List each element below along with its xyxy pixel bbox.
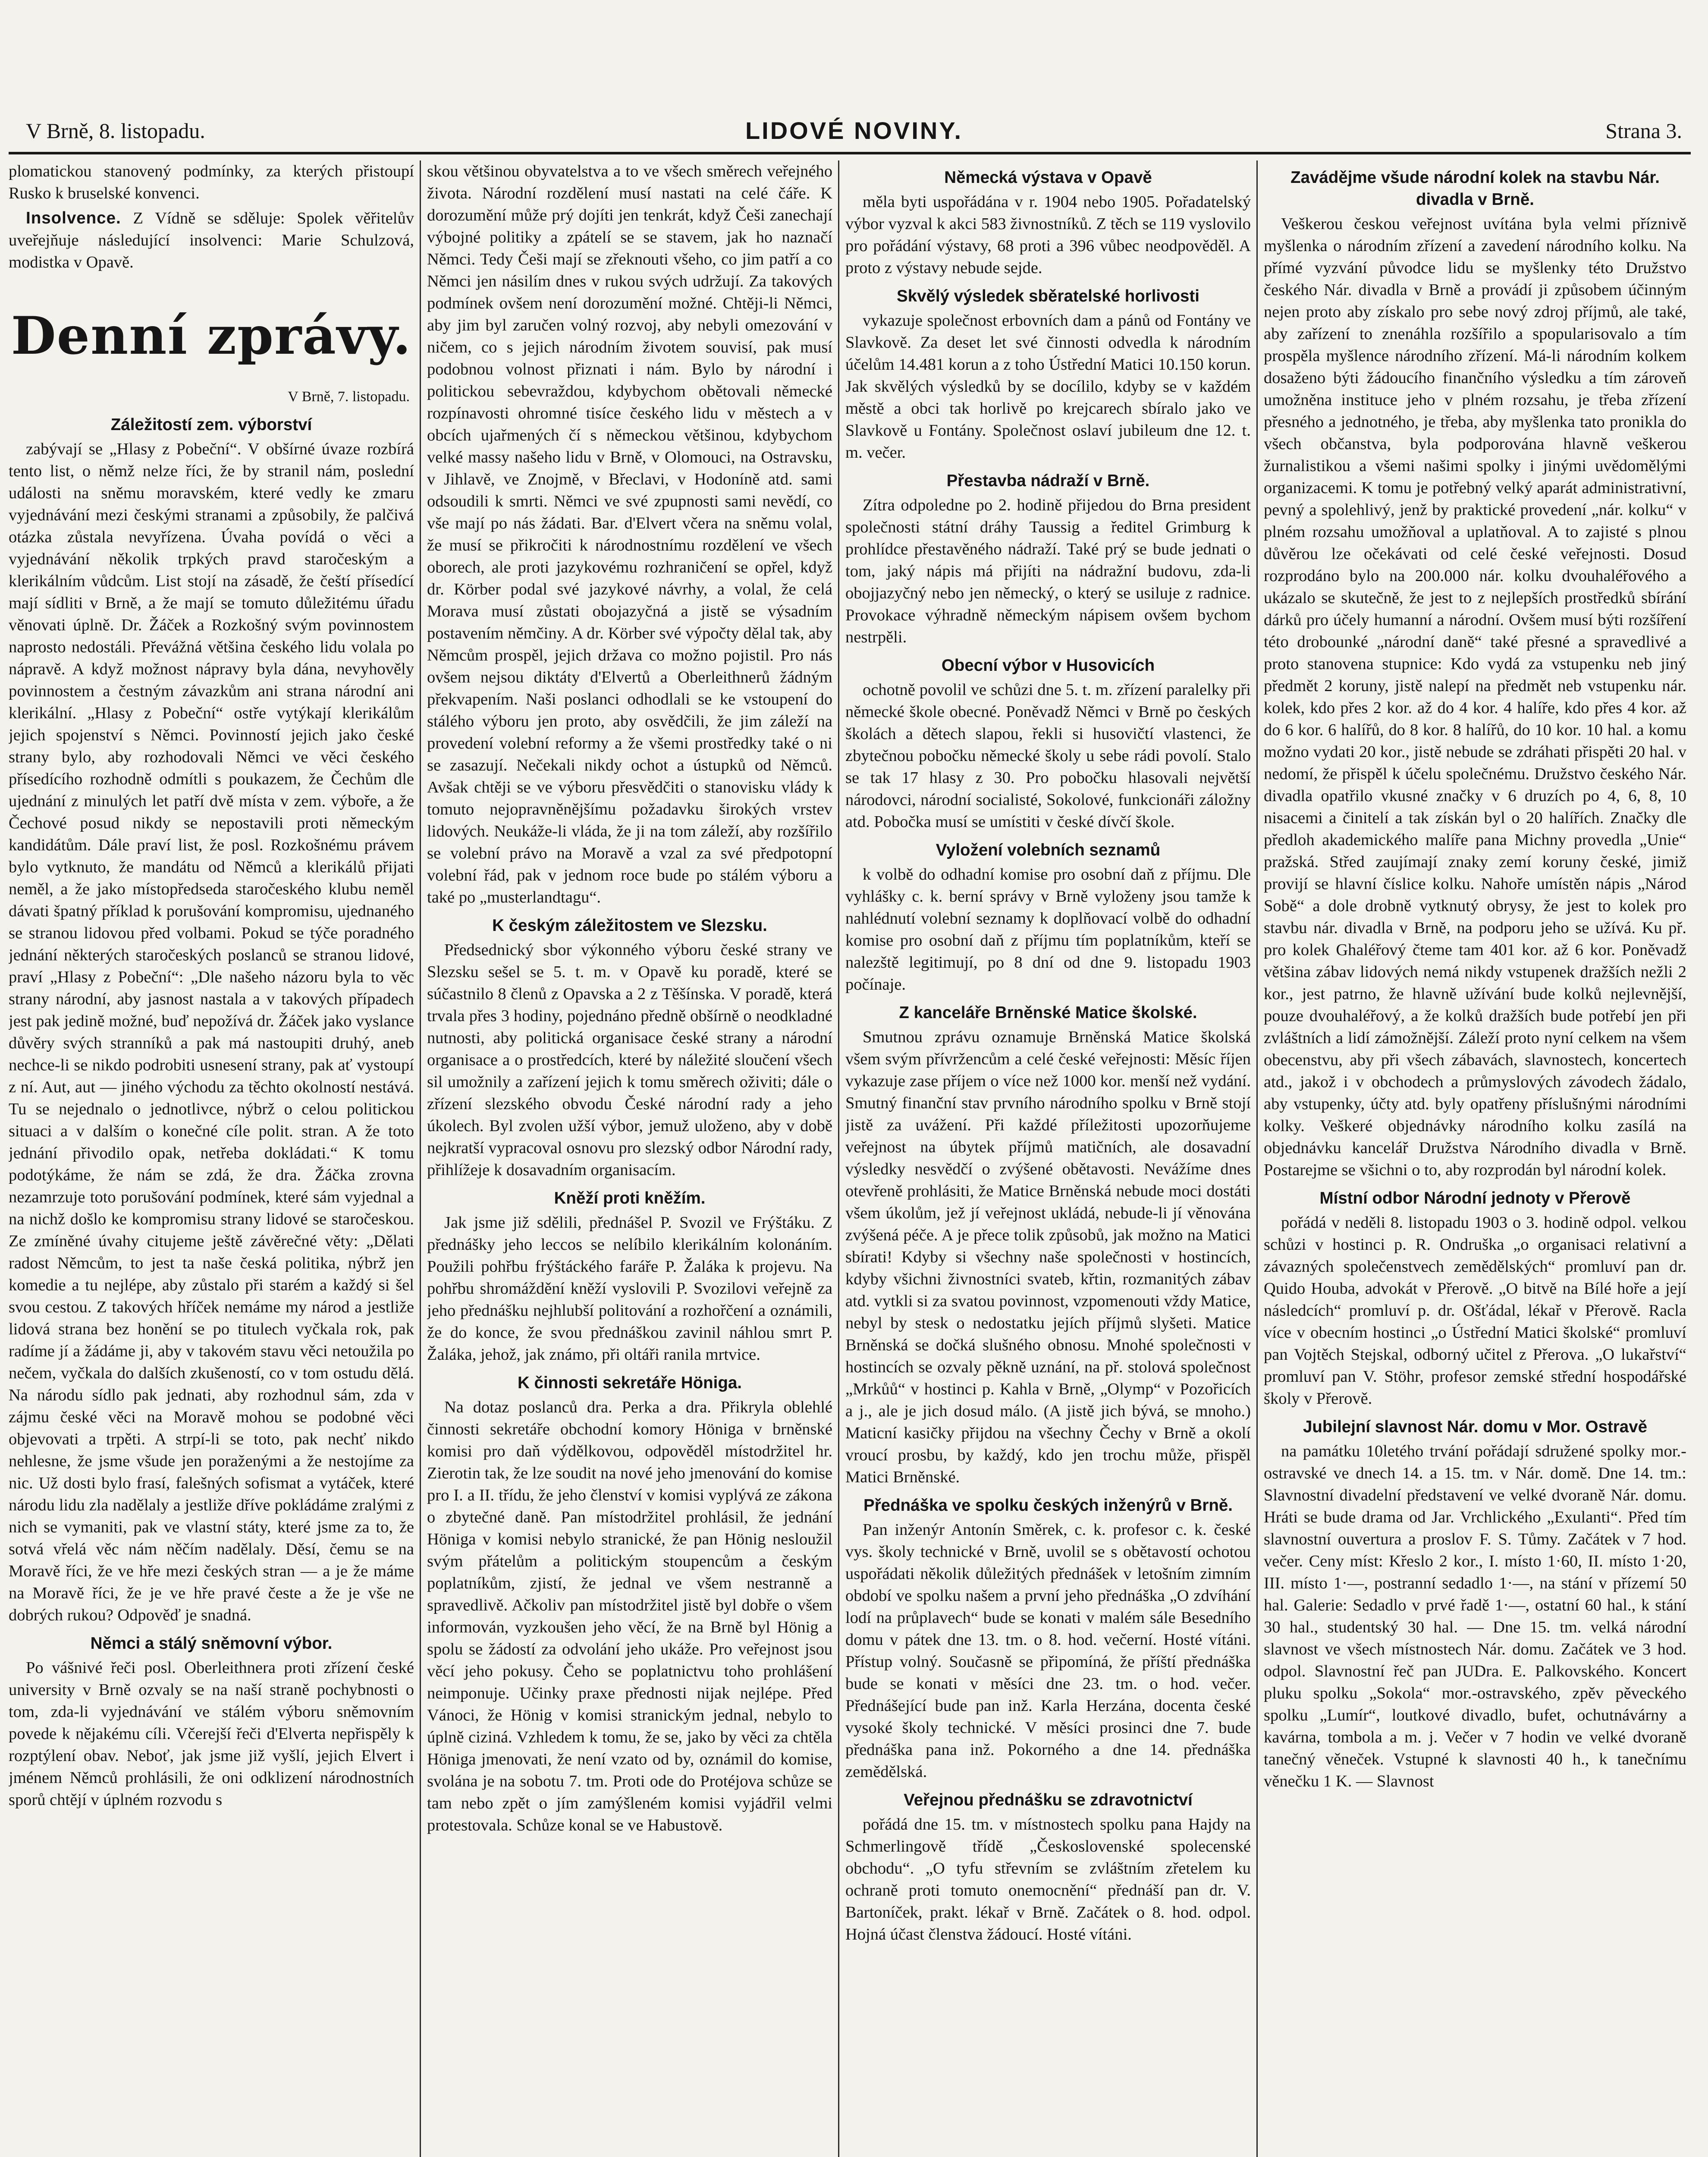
article-text: Pan inženýr Antonín Směrek, c. k. profesor c. k. české vys. školy technické v Brně, uvolil se s obětavostí ochotou uspořádati několik důležitých přednášek v letošním zimním období ve spolku našem a první jeho přednáška „O zdvíhání lodí na průplavech“ bude se konati v malém sále Besedního domu v pátek dne 13. tm. o 8. hod. večerní. Hosté vítáni. Přístup volný. Současně se připomíná, že příští přednáška bude se konati v měsíci dne 23. tm. o hod. večer. Přednášející bude pan inž. Karla Herzána, docenta české vysoké školy technické. V měsíci prosinci dne 7. bude přednáška pana inž. Pokorného a dne 14. přednáška zemědělská. [845,1521,1251,1781]
article-heading: Místní odbor Národní jednoty v Přerově [1319,1189,1631,1207]
article-heading: Německá výstava v Opavě [944,168,1152,187]
column-divider [420,160,421,2157]
article-text: ochotně povolil ve schůzi dne 5. t. m. zřízení paralelky při německé škole obecné. Poněvadž Němci v Brně po českých školách a dětech slapou, řekli si husovičtí vlastenci, že zbytečnou pobočku německé školy u sebe rádi povolí. Stalo se tak 17 hlasy z 30. Pro pobočku hlasovali největší národovci, národní socialisté, Sokolové, funkcionáři záložny atd. Pobočka musí se umístiti v české dívčí škole. [845,681,1251,831]
article-heading: Zavádějme všude národní kolek na stavbu Nár. divadla v Brně. [1290,168,1660,209]
article-heading: Kněží proti kněžím. [554,1189,706,1207]
article-heading: Veřejnou přednášku se zdravotnictví [904,1791,1193,1809]
article-heading: Insolvence. [26,209,121,227]
masthead-title: LIDOVÉ NOVINY. [745,117,963,144]
column-3 [845,160,1251,2157]
article-heading: Němci a stálý sněmovní výbor. [90,1634,333,1653]
article-heading: Jubilejní slavnost Nár. domu v Mor. Ostravě [1303,1418,1648,1436]
article-heading: Vyložení volebních seznamů [936,841,1161,859]
column-divider [1256,160,1258,2157]
dateline: V Brně, 7. listopadu. [288,389,410,405]
header-date: V Brně, 8. listopadu. [26,119,205,143]
article-heading: K českým záležitostem ve Slezsku. [492,916,767,935]
article-text: měla byti uspořádána v r. 1904 nebo 1905. Pořadatelský výbor vyzval k akci 583 živnostníků. Z těch se 119 vyslovilo pro pořádání výstavy, 68 proti a 396 vůbec neodpověděl. A proto z výstavy nebude sejde. [845,193,1251,277]
article-text: pořádá v neděli 8. listopadu 1903 o 3. hodině odpol. velkou schůzi v hostinci p. R. Ondruška „o organisaci relativní a závazných společenstvech zemědělských“ promluví pan dr. Quido Houba, advokát v Přerově. „O bitvě na Bílé hoře a její následcích“ promluví p. dr. Ošťádal, lékař v Přerově. Racla více v obecním hostinci „o Ústřední Matici školské“ promluví pan Vojtěch Stejskal, odborný učitel z Přerova. „O lukařství“ promluví pan V. Stöhr, profesor zemské střední hospodářské školy v Přerově. [1264,1214,1686,1408]
article-heading: K činnosti sekretáře Höniga. [518,1374,742,1392]
article-text: k volbě do odhadní komise pro osobní daň z příjmu. Dle vyhlášky c. k. berní správy v Brně vyloženy jsou tamže k nahlédnutí volební seznamy k doplňovací volbě do odhadní komise pro osobní daň z příjmu tím poplatníkům, kteří se nalezště legitimují, po 8 dní od dne 9. listopadu 1903 počínaje. [845,865,1251,994]
article-text: Na dotaz poslanců dra. Perka a dra. Přikryla oblehlé činnosti sekretáře obchodní komory Höniga v brněnské komisi pro daň výdělkovou, odpověděl místodržitel hr. Zierotin tak, že lze soudit na nové jeho jmenování do komise pro I. a II. třídu, že jeho členství v komisi vyplývá ze zákona o zbytečné daně. Pan místodržitel prohlásil, že jednání Höniga v komisi nebylo stranické, že pan Hönig nesloužil svým přátelům a politickým stoupencům a českým poplatníkům, zjistí, že jednal ve všem nestranně a spravedlivě. Ačkoliv pan místodržitel jistě byl dobře o všem informován, vyzkoušen jeho věcí, že na Brně byl Hönig a spolu se žádostí za odvolání jeho ukáže. Pro veřejnost jsou věcí jeho pokusy. Čeho se poplatnictvu toho prohlášení neimponuje. Učinky praxe přednosti nijak nejlépe. Před Vánoci, že Hönig v komisi stranickým jednal, nebylo to úplně ciziná. Vzhledem k tomu, že se, jako by věci za chtěla Höniga jmenovati, že není vzato od by, oznámil do komise, svolána je na sobotu 7. tm. Proti ode do Protéjova schůze se tam nebo zpět o jím zamýšleném komisi vyjádřil velmi protestovala. Schůze konal se ve Habustově. [427,1398,832,1834]
article [9,207,414,274]
article-heading: Z kanceláře Brněnské Matice školské. [899,1003,1197,1022]
column-4 [1264,160,1686,2157]
page-header [26,116,1682,146]
article-heading: Přednáška ve spolku českých inženýrů v Brně. [863,1496,1233,1515]
article-text: plomatickou stanovený podmínky, za kterých přistoupí Rusko k bruselské konvenci. [9,162,414,202]
article-text: Z Vídně se sděluje: Spolek věřitelův uveřejňuje následující insolvenci: Marie Schulzová, modistka v Opavě. [9,209,414,271]
article-text: Veškerou českou veřejnost uvítána byla velmi příznivě myšlenka o národním zřízení a zavedení národního kolku. Na přímé vyzvání původce lidu se myšlenky této Družstvo českého Nár. divadla v Brně a provádí ji způsobem účinným nejen proto aby získalo pro sebe nový zdroj příjmů, ale také, aby zařízení to znenáhla rozšířilo a spopularisovalo a tím prospěla myšlence národního zřízení. Má-li národním kolkem dosaženo býti žádoucího finančního výsledku a tím zároveň umožněna instituce jeho v plném rozsahu, je třeba zřízení přesného a jednotného, je třeba, aby myšlenka tato pronikla do všech občanstva, byla podporována hlavně veškerou žurnalistikou a všemi našimi spolky i jinými uvědomělými organizacemi. K tomu je potřebný velký aparát administrativní, pevný a spolehlivý, jenž by praktické provedení „nár. kolku“ v plném rozsahu umožňoval a uplatňoval. A to zajisté s plnou důvěrou lze očekávati od celé české veřejnosti. Dosud rozprodáno bylo na 200.000 nár. kolku dvouhaléřového a ukázalo se skutečně, že jest to z nejlepších prostředků sbírání dárků pro účely humanní a národní. Ovšem musí býti rozšíření této drobounké „národní daně“ také přesné a spravedlivé a proto stanovena stupnice: Kdo vydá za vstupenku neb jiný předmět 2 koruny, jistě nalepí na předmět neb vstupenku nár. kolek, kdo přes 2 kor. až do 4 kor. 4 halíře, kdo přes 4 kor. až do 6 kor. 6 halířů, do 8 kor. 8 halířů, do 10 kor. 10 hal. a komu možno vydati 20 kor., jistě nebude se zdráhati přispěti 20 hal. v nedomí, že přispěl k účelu společnému. Družstvo českého Nár. divadla opatřilo vkusné značky v 6 druzích po 4, 6, 8, 10 nisacemi a činitelí a tak získán byl o 20 halířích. Značky dle předloh akademického malíře pana Michny provedla „Unie“ pražská. Střed zaujímají znaky zemí koruny české, jimiž provijí se hlavní číslice kolku. Nahoře umístěn nápis „Národ Sobě“ a dole drobně vytknutý obrysy, že jest to kolek pro stavbu nár. divadla v Brně, na podporu jeho se užívá. Ku př. pro kolek Ghaléřový čteme tam 401 kor. až 6 kor. Poněvadž většina zábav lidových nemá nikdy vstupenek dražších nežli 2 kor., jest patrno, že hlavně užívání bude kolků nejlevnější, pouze dvouhaléřový, a že kolků dražších bude potřebí jen při zvláštních a lidí zámožnější. Záleží proto nyní celkem na všem obecenstvu, aby při všech zábavách, slavnostech, koncertech atd., jakož i v obchodech a průmyslových závodech žádalo, aby vstupenky, účty atd. byly opatřeny příslušnými národními kolky. Veškeré objednávky národního kolku zasílá na objednávku kancelář Družstva Národního divadla v Brně. Postarejme se všichni o to, aby rozprodán byl národní kolek. [1264,215,1686,1179]
column-1 [9,160,414,2157]
article-text: Po vášnivé řeči posl. Oberleithnera proti zřízení české university v Brně ozvaly se na naší straně pochybnosti o tom, zda-li vyjednávání ve stálém výboru sněmovním povede k nějakému cíli. Včerejší řeči d'Elverta nepřispěly k rozptýlení obav. Neboť, jak jsme již vyšlí, jejich Elvert i jménem Němců prohlásili, že oni odklizení národnostních sporů chtějí v úplném rozvodu s [9,1659,414,1809]
article-text: Předsednický sbor výkonného výboru české strany ve Slezsku sešel se 5. t. m. v Opavě ku poradě, které se súčastnilo 8 členů z Opavska a 2 z Těšínska. V poradě, která trvala přes 3 hodiny, pojednáno předně obšírně o neodkladné nutnosti, aby politická organisace české strany a národní organisace a o prostředcích, které by náležité sloučení všech sil umožnily a zařízení jejich k tomu směrech oživiti; dále o zřízení slezského obvodu České národní rady a jeho úkolech. Byl zvolen užší výbor, jemuž uloženo, aby v době nejkratší vypracoval osnovu pro slezský odbor Národní rady, přihlížeje k dosavadním organisacím. [427,941,832,1179]
column-divider [838,160,839,2157]
article-text: Zítra odpoledne po 2. hodině přijedou do Brna president společnosti státní dráhy Taussig a ředitel Grimburg k prohlídce přestavěného nádraží. Také prý se bude jednati o tom, jaký nápis má přijíti na nádražní budovu, zda-li obojjazyčný nebo jen německý, o který se usiluje z radnice. Provokace výhradně německým nápisem ovšem bychom nestrpěli. [845,496,1251,646]
article-text: Smutnou zprávu oznamuje Brněnská Matice školská všem svým přívržencům a celé české veřejnosti: Měsíc říjen vykazuje zase příjem o více než 1000 kor. menší než vydání. Smutný finanční stav prvního národního spolku v Brně stojí jistě za uvážení. Při každé příležitosti upozorňujeme veřejnost na úbytek příjmů matičních, ale dosavadní výsledky nesvědčí o zvýšené obětavosti. Nevážíme dnes otevřeně prohlásiti, že Matice Brněnská nebude moci dostáti všem úkolům, jež jí veřejnost ukládá, nebude-li jí věnována zvýšená péče. A je přece tolik způsobů, jak možno na Matici sbírati! Kdyby si všechny naše společnosti v hostincích, kdyby všichni živnostníci svateb, křtin, rozmanitých zábav atd. vytkli si za svatou povinnost, vzpomenouti vždy Matice, nebyl by stesk o nedostatku jejích příjmů slyšeti. Matice Brněnská se dočká slušného obnosu. Mnohé společnosti v hostincích se ozvaly pěkně uznání, na př. stolová společnost „Mrkůů“ v hostinci p. Kahla v Brně, „Olymp“ v Pozořicích a j., ale je jich dosud málo. (A jistě jich bývá, se mnoho.) Maticní kasičky přijdou na všechny Čechy v Brně a okolí vroucí prosbu, by každý, kdo jen trochu může, přispěl Matici Brněnské. [845,1028,1251,1486]
article-heading: Záležitostí zem. výborství [110,415,312,434]
article-text: zabývají se „Hlasy z Pobeční“. V obšírné úvaze rozbírá tento list, o němž nelze říci, že by stranil nám, poslední události na sněmu moravském, které vedly ke zmaru vyjednávání mezi českými stranami a způsobily, že palčivá otázka zůstala nevyřízena. Úvaha povídá o věci a vyjednávání několik trpkých pravd staročeským a klerikálním vůdcům. List stojí na zásadě, že čeští přísedící mají sídliti v Brně, a že mají se tomuto důležitému úřadu věnovati úplně. Dr. Žáček a Rozkošný svým povinnostem naprosto nedostáli. Převážná většina českého lidu volala po nápravě. A když možnost nápravy byla dána, nevyhověly povinnostem a čestným závazkům ani strana národní ani klerikální. „Hlasy z Pobeční“ ostře vytýkají klerikálům jejich spojenství s Němci. Povinností jejich jako české strany bylo, aby rozhodovali Němci ve věci českého přísedícího rozhodně odmítli s poukazem, že Čechům dle ujednání z minulých let patří dvě místa v zem. výboře, a že Čechové posud nikdy se nepostavili proti německým kandidátům. Dále praví list, že posl. Rozkošnému právem bylo vytknuto, že mandátu od Němců a klerikálů přijati neměl, a že jako místopředseda staročeského klubu neměl dávati špatný příklad k porušování kompromisu, ujednaného se stranou lidovou před volbami. Pokud se týče poradného jednání některých staročeských poslanců se stranou lidové, praví „Hlasy z Pobeční“: „Dle našeho názoru byla to věc strany národní, aby jasnost nastala a v takových případech jest pak jedině možné, buď nepožívá dr. Žáček jako vyslance důvěry svých stranníků a pak má nastoupiti druhý, aneb nechce-li se nikdo podrobiti usnesení strany, pak ať vystoupí z ní. Aut, aut — jiného východu za těchto okolností nestává. Tu se nejednalo o jednotlivce, nýbrž o celou politickou situaci a v dalším o konečné cíle polit. stran. A že toto jednání přivodilo opak, netřeba dokládati.“ K tomu podotýkáme, že nám se zdá, že dra. Žáčka zrovna nezamrzuje toto porušování podmínek, které sám vyjednal a na nichž došlo ke kompromisu strany lidové se staročeskou. Ze zmíněné úvahy citujeme ještě závěrečné věty: „Dělati radost Němcům, to jest ta naše česká politika, nýbrž jen komedie a tu nejlépe, aby zůstalo při starém a každý si šel svou cestou. Z takových hříček nemáme my národ a jestliže lidová strana bez honění se po titulech vyčkala rok, pak radíme jí a žádáme ji, aby v takovém stavu věci netoužila po nečem, vyčkala do dalších zkušeností, co v tom ostudu dělá. Na národu sídlo pak jednati, aby rozhodnul sám, zda v zájmu české věci na Moravě mohou se podobné věci objevovati a trpěti. A strpí-li se toto, pak nechť nikdo nehlesne, že jsme všude jen poraženými a že nestojíme za nic. Už dosti bylo frasí, falešných sofismat a vytáček, které národu lidu zla nadělaly a jestliže dříve pokládáme zralými z nich se vymaniti, pak ve vlastní státy, které jsme za to, že sotvá vřelá věc nám něčím nadělaly. Děsí, čemu se na Moravě říci, že ve hře mezi českých stran — a je že máme na Moravě říci, že je ve hře pravé česte a že je vše ne dobrých rukou? Odpověď je snadná. [9,440,414,1624]
section-title: Denní zprávy. [11,305,412,366]
header-rule [9,152,1691,154]
page-number: Strana 3. [1605,119,1682,143]
article-text: pořádá dne 15. tm. v místnostech spolku pana Hajdy na Schmerlingově třídě „Československé spolecenské obchodu“. „O tyfu střevním se zvláštním zřetelem ku ochraně proti tomuto onemocnění“ přednáší pan dr. V. Bartoníček, prakt. lékař v Brně. Začátek o 8. hod. odpol. Hojná účast členstva žádoucí. Hosté vítáni. [845,1815,1251,1943]
article-heading: Skvělý výsledek sběratelské horlivosti [897,287,1199,305]
article-heading: Obecní výbor v Husovicích [941,656,1155,675]
article-text: skou většinou obyvatelstva a to ve všech směrech veřejného života. Národní rozdělení musí nastati na celé čáře. K dorozumění může prý dojíti jen tenkrát, když Češi zanechají výbojné politiky a zpátelí se se stavem, jak ho naznačí Němci. Tedy Češi mají se zřeknouti všeho, co jim patří a co Němci jen násilím dnes v rukou svých udržují. Za takových podmínek ovšem není dorozumění možné. Chtěji-li Němci, aby jim byl zaručen volný rozvoj, aby nebyli omezování v ničem, co s jejich národním životem souvisí, pak musí podobnou volnost přiznati i nám. Bylo by národní i politickou sebevraždou, kdybychom obětovali německé rozpínavosti ohromné tisíce českého lidu v městech a v obcích ujařmených čí s německou většinou, kdybychom velké massy našeho lidu v Brně, v Olomouci, na Ostravsku, v Jihlavě, ve Znojmě, v Břeclavi, v Hodoníně atd. sami odsoudili k smrti. Němci ve své zpupnosti sami nevědí, co vše mají po nás žádati. Bar. d'Elvert včera na sněmu volal, že musí se přikročiti k národnostnímu rozdělení ve všech oborech, ale proti jazykovému rozhraničení se opřel, když dr. Körber podal své jazykové návrhy, a volal, že celá Morava musí zůstati obojazyčná a jistě se výsadním postavením němčiny. A dr. Körber své výpočty dělal tak, aby Němcům prospěl, jejich država co možno pojistil. Pro nás ovšem nejsou diktáty d'Elvertů a Oberleithnerů žádným překvapením. Naši poslanci odhodlali se ke vstoupení do stálého výboru jen proto, aby osvědčili, že jim záleží na provedení volební reformy a že všemi prostředky také o ni se zasazují. Nečekali nikdy ochot a ústupků od Němců. Avšak chtěji se ve výboru přesvědčiti o stanovisku vlády k tomuto nejopravněnějšímu požadavku širokých vrstev lidových. Neukáže-li vláda, že ji na tom záleží, aby rozšířilo se volební právo na Moravě a vzal za své předpotopní volební řád, pak v jednom roce bude po stálém výboru a také po „musterlandtagu“. [427,162,832,906]
article-text: vykazuje společnost erbovních dam a pánů od Fontány ve Slavkově. Za deset let své činnosti odvedla k národním účelům 14.481 korun a z toho Ústřední Matici 10.150 korun. Jak skvělých výsledků by se docílilo, kdyby se v každém městě a obci tak horlivě po krejcarech sbíralo jako ve Slavkově u Fontány. Společnost oslaví jubileum dne 12. t. m. večer. [845,311,1251,462]
column-2 [427,160,832,2157]
article-text: Jak jsme již sdělili, přednášel P. Svozil ve Frýštáku. Z přednášky jeho leccos se nelíbilo klerikálním kolonáním. Použili pohřbu frýštáckého faráře P. Žaláka k projevu. Na pohřbu shromáždění kněží vyslovili P. Svozilovi veřejně za jeho přednášku nejhlubší politování a rozhořčení a oznámili, že do konce, že svou přednáškou zavinil náhlou smrt P. Žaláka, jehož, jak známo, při oltáři ranila mrtvice. [427,1214,832,1364]
article-text: na památku 10letého trvání pořádají sdružené spolky mor.-ostravské ve dnech 14. a 15. tm. v Nár. domě. Dne 14. tm.: Slavnostní divadelní představení ve velké dvoraně Nár. domu. Hráti se bude drama od Jar. Vrchlického „Exulanti“. Před tím slavnostní ouvertura a proslov F. S. Tůmy. Začátek v 7 hod. večer. Ceny míst: Křeslo 2 kor., I. místo 1·60, II. místo 1·20, III. místo 1·—, postranní sedadlo 1·—, na stání v přízemí 50 hal. Galerie: Sedadlo v prvé řadě 1·—, ostatní 60 hal., k stání 30 hal., studentský 30 hal. — Dne 15. tm. velká národní slavnost ve všech místnostech Nár. domu. Začátek ve 3 hod. odpol. Slavnostní řeč pan JUDra. E. Palkovského. Koncert pluku spolku „Sokola“ mor.-ostravského, zpěv pěveckého spolku „Lumír“, loutkové divadlo, bufet, ochutnávárny a kavárna, tombola a m. j. Večer v 7 hodin ve velké dvoraně tanečný věneček. Vstupné k slavnosti 40 h., k tanečnímu věnečku 1 K. — Slavnost [1264,1442,1686,1790]
article-heading: Přestavba nádraží v Brně. [946,472,1150,490]
